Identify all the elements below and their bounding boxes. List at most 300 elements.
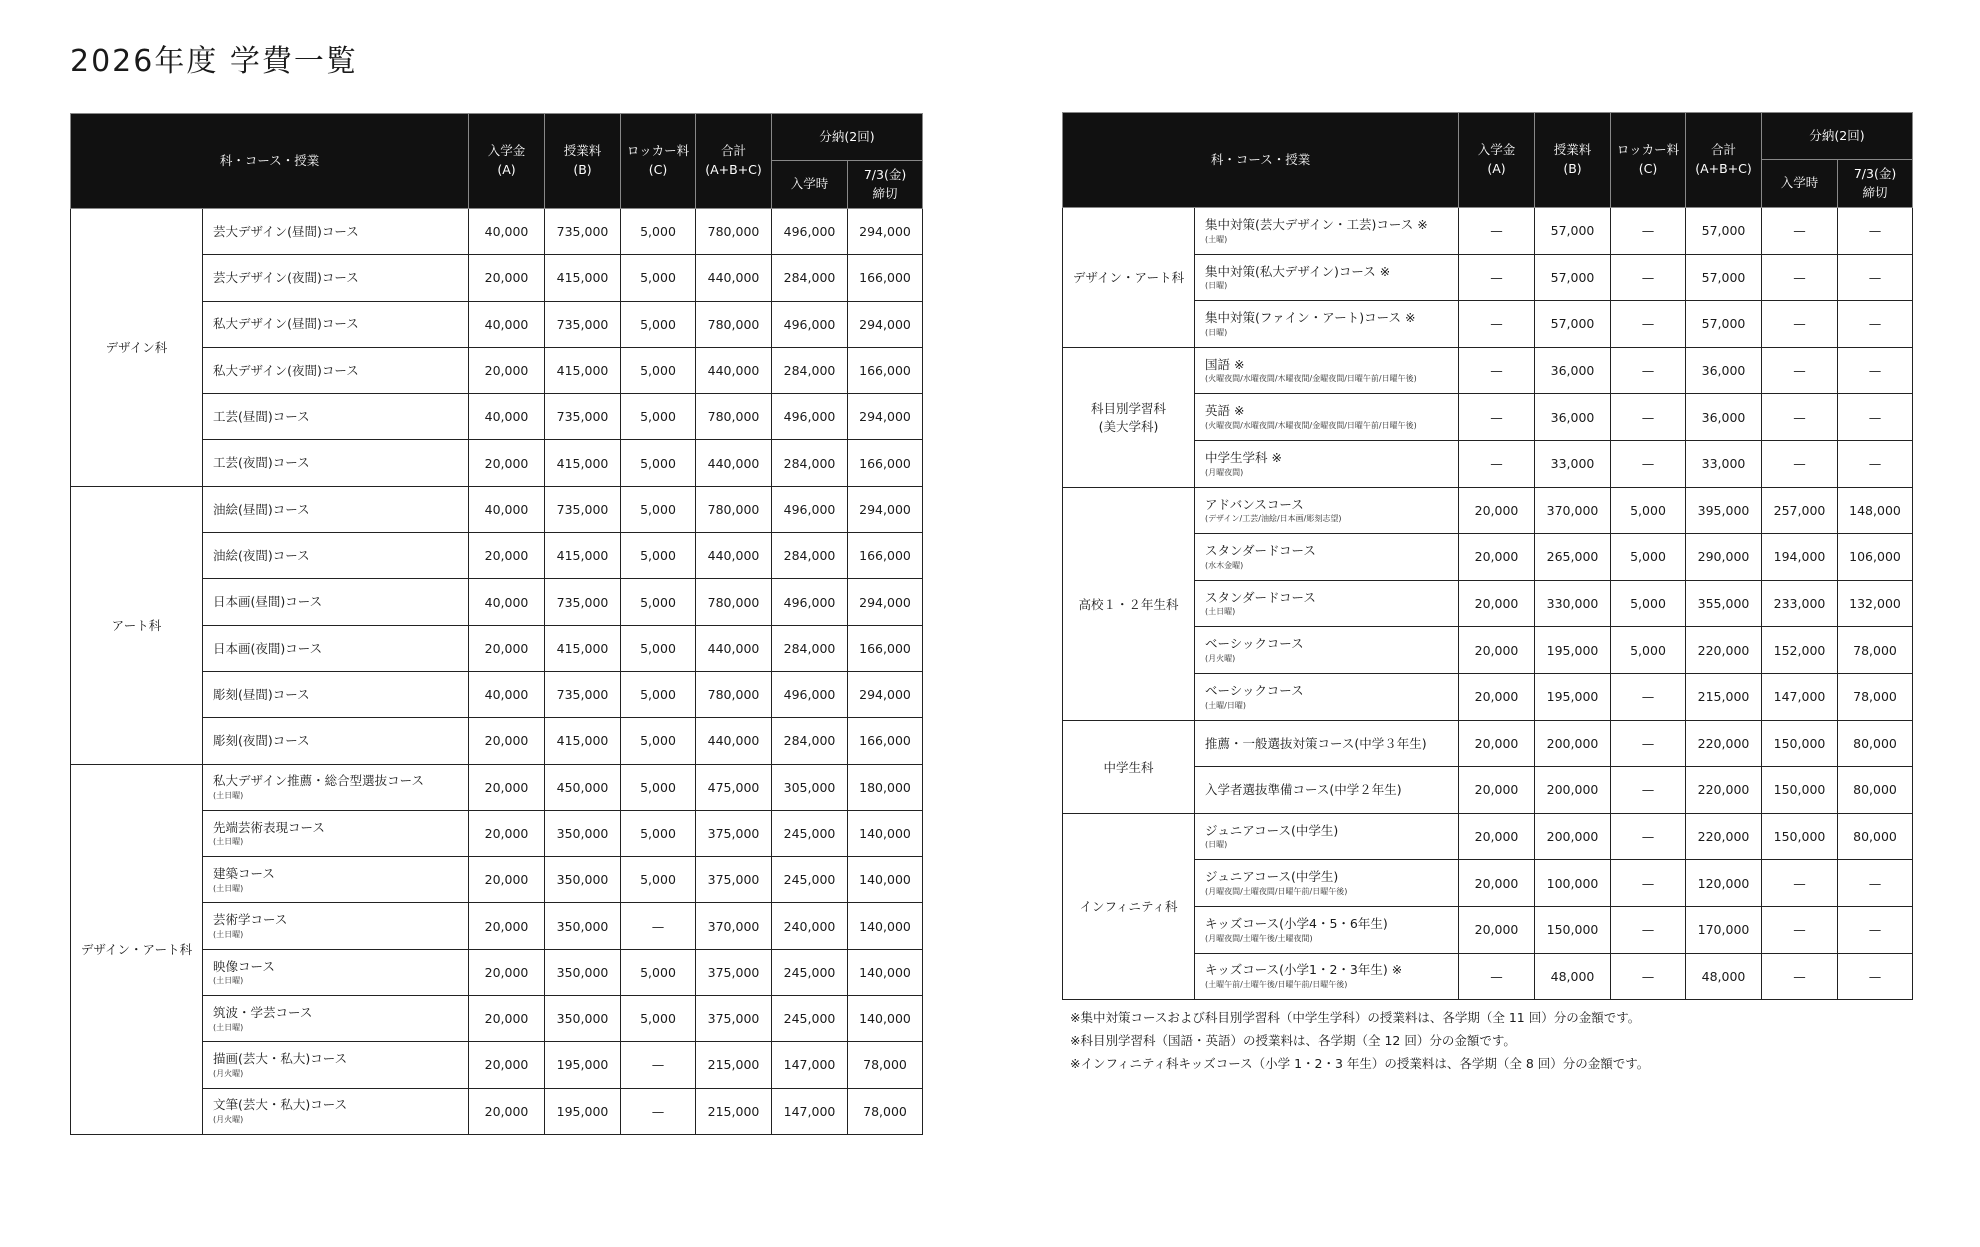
installment-entry-cell: — [1762, 860, 1838, 907]
table-row [71, 209, 923, 255]
locker-fee-cell: — [621, 1088, 696, 1134]
locker-fee-cell: — [1611, 860, 1686, 907]
installment-entry-cell: — [1762, 953, 1838, 1000]
installment-entry-cell: 152,000 [1762, 627, 1838, 674]
total-cell: 290,000 [1686, 534, 1762, 581]
entry-fee-cell: 20,000 [1459, 860, 1535, 907]
entry-fee-cell: — [1459, 347, 1535, 394]
locker-fee-cell: 5,000 [621, 486, 696, 532]
course-cell [1195, 208, 1459, 255]
total-cell: 220,000 [1686, 627, 1762, 674]
entry-fee-cell: 20,000 [1459, 906, 1535, 953]
group-name: デザイン・アート科 [80, 942, 193, 958]
tuition-cell: 57,000 [1535, 301, 1611, 348]
installment-entry-cell: 496,000 [772, 671, 848, 717]
group-label [1063, 347, 1195, 487]
tuition-cell: 195,000 [1535, 673, 1611, 720]
entry-fee-cell: 20,000 [1459, 580, 1535, 627]
installment-second-cell: 166,000 [848, 255, 923, 301]
header-inst-entry: 入学時 [772, 161, 848, 209]
total-cell: 215,000 [1686, 673, 1762, 720]
course-cell [203, 579, 469, 625]
installment-second-cell: 80,000 [1838, 720, 1913, 767]
course-schedule-note: (土日曜) [213, 883, 244, 893]
entry-fee-cell: 20,000 [469, 810, 545, 856]
total-cell: 33,000 [1686, 440, 1762, 487]
course-cell [203, 1088, 469, 1134]
course-name: 芸大デザイン(夜間)コース [213, 270, 359, 286]
tuition-cell: 415,000 [545, 347, 621, 393]
installment-second-cell: 78,000 [1838, 627, 1913, 674]
course-name: 彫刻(昼間)コース [213, 686, 310, 702]
course-cell [1195, 860, 1459, 907]
locker-fee-cell: — [1611, 953, 1686, 1000]
installment-second-cell: — [1838, 394, 1913, 441]
locker-fee-cell: — [1611, 301, 1686, 348]
installment-second-cell: 140,000 [848, 810, 923, 856]
installment-second-cell: 294,000 [848, 209, 923, 255]
total-cell: 395,000 [1686, 487, 1762, 534]
total-cell: 780,000 [696, 209, 772, 255]
installment-entry-cell: — [1762, 906, 1838, 953]
tuition-cell: 735,000 [545, 301, 621, 347]
installment-entry-cell: 245,000 [772, 810, 848, 856]
fee-table-right [1062, 112, 1913, 1000]
installment-entry-cell: 245,000 [772, 996, 848, 1042]
course-cell [203, 347, 469, 393]
entry-fee-cell: 20,000 [1459, 720, 1535, 767]
header-entry-fee-sub: (A) [497, 162, 516, 177]
installment-second-cell: 140,000 [848, 857, 923, 903]
locker-fee-cell: 5,000 [621, 533, 696, 579]
course-schedule-note: (土曜) [1205, 234, 1228, 244]
tuition-cell: 195,000 [545, 1042, 621, 1088]
entry-fee-cell: 20,000 [1459, 487, 1535, 534]
total-cell: 220,000 [1686, 720, 1762, 767]
entry-fee-cell: 20,000 [1459, 534, 1535, 581]
installment-entry-cell: 496,000 [772, 209, 848, 255]
total-cell: 215,000 [696, 1042, 772, 1088]
course-schedule-note: (月火曜) [1205, 653, 1236, 663]
table-row [1063, 720, 1913, 767]
installment-second-cell: 106,000 [1838, 534, 1913, 581]
header-inst-second-label: 7/3(金) [1853, 165, 1897, 181]
entry-fee-cell: 20,000 [1459, 673, 1535, 720]
locker-fee-cell: 5,000 [621, 394, 696, 440]
total-cell: 475,000 [696, 764, 772, 810]
entry-fee-cell: 40,000 [469, 579, 545, 625]
installment-entry-cell: 305,000 [772, 764, 848, 810]
total-cell: 780,000 [696, 394, 772, 440]
group-name: アート科 [111, 618, 162, 634]
entry-fee-cell: — [1459, 440, 1535, 487]
course-schedule-note: (月火曜) [213, 1068, 244, 1078]
locker-fee-cell: — [1611, 440, 1686, 487]
course-schedule-note: (土日曜) [213, 837, 244, 847]
tuition-cell: 735,000 [545, 579, 621, 625]
locker-fee-cell: — [1611, 673, 1686, 720]
tuition-cell: 350,000 [545, 810, 621, 856]
tuition-cell: 57,000 [1535, 208, 1611, 255]
total-cell: 440,000 [696, 718, 772, 764]
header-total-label: 合計 [721, 143, 747, 159]
course-cell [203, 1042, 469, 1088]
total-cell: 440,000 [696, 255, 772, 301]
course-cell [1195, 813, 1459, 860]
installment-second-cell: 294,000 [848, 579, 923, 625]
installment-second-cell: 294,000 [848, 301, 923, 347]
course-cell [203, 857, 469, 903]
course-cell [203, 625, 469, 671]
course-cell [203, 209, 469, 255]
course-schedule-note: (日曜) [1205, 281, 1228, 291]
course-schedule-note: (水木金曜) [1205, 560, 1244, 570]
course-name: 映像コース [213, 958, 275, 974]
total-cell: 220,000 [1686, 813, 1762, 860]
locker-fee-cell: — [1611, 208, 1686, 255]
table-row [1063, 208, 1913, 255]
installment-entry-cell: — [1762, 440, 1838, 487]
total-cell: 370,000 [696, 903, 772, 949]
entry-fee-cell: 20,000 [469, 1042, 545, 1088]
entry-fee-cell: 40,000 [469, 394, 545, 440]
course-schedule-note: (日曜) [1205, 840, 1228, 850]
installment-entry-cell: 147,000 [772, 1088, 848, 1134]
course-schedule-note: (土日曜) [213, 929, 244, 939]
locker-fee-cell: 5,000 [621, 949, 696, 995]
locker-fee-cell: 5,000 [621, 301, 696, 347]
total-cell: 57,000 [1686, 301, 1762, 348]
installment-entry-cell: 284,000 [772, 718, 848, 764]
installment-entry-cell: 147,000 [772, 1042, 848, 1088]
course-cell [203, 810, 469, 856]
installment-second-cell: — [1838, 860, 1913, 907]
locker-fee-cell: 5,000 [1611, 627, 1686, 674]
course-name: アドバンスコース [1205, 496, 1304, 512]
group-name: 科目別学習科 [1090, 401, 1166, 417]
total-cell: 215,000 [696, 1088, 772, 1134]
tuition-cell: 100,000 [1535, 860, 1611, 907]
installment-second-cell: — [1838, 254, 1913, 301]
header-installment: 分納(2回) [1762, 113, 1913, 160]
installment-entry-cell: 150,000 [1762, 813, 1838, 860]
installment-second-cell: — [1838, 208, 1913, 255]
course-name: 日本画(夜間)コース [213, 640, 323, 656]
table-row [1063, 347, 1913, 394]
group-label [1063, 487, 1195, 720]
installment-entry-cell: — [1762, 254, 1838, 301]
tuition-cell: 350,000 [545, 857, 621, 903]
course-name: 油絵(夜間)コース [213, 547, 310, 563]
footnote: ※科目別学習科（国語・英語）の授業料は、各学期（全 12 回）分の金額です。 [1070, 1033, 1516, 1048]
header-total-label: 合計 [1711, 142, 1737, 158]
entry-fee-cell: — [1459, 953, 1535, 1000]
course-cell [1195, 720, 1459, 767]
group-label [71, 764, 203, 1134]
header-inst-second [1838, 160, 1913, 208]
installment-entry-cell: 284,000 [772, 347, 848, 393]
total-cell: 375,000 [696, 810, 772, 856]
locker-fee-cell: 5,000 [621, 579, 696, 625]
header-inst-second [848, 161, 923, 209]
installment-entry-cell: — [1762, 394, 1838, 441]
course-cell [203, 301, 469, 347]
entry-fee-cell: 40,000 [469, 209, 545, 255]
tuition-cell: 350,000 [545, 903, 621, 949]
installment-second-cell: 294,000 [848, 394, 923, 440]
locker-fee-cell: 5,000 [1611, 487, 1686, 534]
entry-fee-cell: 20,000 [469, 903, 545, 949]
installment-second-cell: 180,000 [848, 764, 923, 810]
course-cell [1195, 673, 1459, 720]
course-name: 私大デザイン(昼間)コース [213, 316, 359, 332]
course-name: ベーシックコース [1205, 682, 1304, 698]
group-label [71, 486, 203, 764]
installment-second-cell: 132,000 [1838, 580, 1913, 627]
installment-second-cell: — [1838, 906, 1913, 953]
total-cell: 440,000 [696, 440, 772, 486]
course-name: 描画(芸大・私大)コース [213, 1051, 348, 1067]
installment-second-cell: 78,000 [1838, 673, 1913, 720]
installment-second-cell: 140,000 [848, 903, 923, 949]
installment-second-cell: 166,000 [848, 440, 923, 486]
header-total [1686, 113, 1762, 208]
fee-table-left-body [71, 209, 923, 1135]
entry-fee-cell: 20,000 [469, 857, 545, 903]
installment-second-cell: 80,000 [1838, 813, 1913, 860]
installment-entry-cell: 150,000 [1762, 767, 1838, 814]
installment-entry-cell: 233,000 [1762, 580, 1838, 627]
total-cell: 780,000 [696, 579, 772, 625]
entry-fee-cell: 20,000 [1459, 627, 1535, 674]
tuition-cell: 330,000 [1535, 580, 1611, 627]
total-cell: 355,000 [1686, 580, 1762, 627]
locker-fee-cell: — [1611, 347, 1686, 394]
entry-fee-cell: — [1459, 208, 1535, 255]
header-entry-fee [1459, 113, 1535, 208]
course-cell [1195, 440, 1459, 487]
tuition-cell: 200,000 [1535, 767, 1611, 814]
installment-entry-cell: 194,000 [1762, 534, 1838, 581]
tuition-cell: 735,000 [545, 394, 621, 440]
header-tuition-sub: (B) [1563, 161, 1582, 176]
entry-fee-cell: 20,000 [469, 625, 545, 671]
tuition-cell: 415,000 [545, 718, 621, 764]
installment-second-cell: 166,000 [848, 347, 923, 393]
course-name: 建築コース [213, 865, 275, 881]
tuition-cell: 415,000 [545, 533, 621, 579]
group-name-sub: (美大学科) [1098, 419, 1159, 435]
locker-fee-cell: — [1611, 720, 1686, 767]
installment-second-cell: — [1838, 953, 1913, 1000]
installment-entry-cell: 284,000 [772, 255, 848, 301]
total-cell: 780,000 [696, 486, 772, 532]
header-total [696, 114, 772, 209]
entry-fee-cell: 20,000 [469, 440, 545, 486]
course-schedule-note: (土日曜) [1205, 607, 1236, 617]
installment-entry-cell: 257,000 [1762, 487, 1838, 534]
course-name: 先端芸術表現コース [213, 819, 325, 835]
tuition-cell: 265,000 [1535, 534, 1611, 581]
installment-second-cell: 294,000 [848, 486, 923, 532]
entry-fee-cell: 20,000 [1459, 767, 1535, 814]
entry-fee-cell: 20,000 [469, 255, 545, 301]
header-tuition-label: 授業料 [563, 143, 602, 159]
course-cell [1195, 767, 1459, 814]
entry-fee-cell: 40,000 [469, 301, 545, 347]
group-label [1063, 208, 1195, 348]
course-name: スタンダードコース [1205, 589, 1316, 605]
entry-fee-cell: 20,000 [469, 533, 545, 579]
course-schedule-note: (月火曜) [213, 1115, 244, 1125]
course-name: 筑波・学芸コース [213, 1004, 313, 1020]
total-cell: 120,000 [1686, 860, 1762, 907]
locker-fee-cell: 5,000 [621, 718, 696, 764]
course-name: ジュニアコース(中学生) [1205, 822, 1339, 838]
course-cell [203, 718, 469, 764]
header-inst-second-sub: 締切 [872, 185, 898, 201]
tuition-cell: 33,000 [1535, 440, 1611, 487]
course-schedule-note: (日曜) [1205, 327, 1228, 337]
course-cell [203, 394, 469, 440]
course-cell [1195, 953, 1459, 1000]
tuition-cell: 415,000 [545, 255, 621, 301]
tuition-cell: 450,000 [545, 764, 621, 810]
entry-fee-cell: 40,000 [469, 486, 545, 532]
installment-second-cell: — [1838, 301, 1913, 348]
course-schedule-note: (土日曜) [213, 791, 244, 801]
locker-fee-cell: — [1611, 813, 1686, 860]
course-cell [203, 996, 469, 1042]
header-tuition [545, 114, 621, 209]
locker-fee-cell: — [621, 903, 696, 949]
installment-second-cell: 78,000 [848, 1042, 923, 1088]
tuition-cell: 370,000 [1535, 487, 1611, 534]
course-cell [1195, 906, 1459, 953]
tuition-cell: 36,000 [1535, 394, 1611, 441]
course-name: 推薦・一般選抜対策コース(中学３年生) [1205, 735, 1427, 751]
header-entry-fee-sub: (A) [1487, 161, 1506, 176]
course-name: ジュニアコース(中学生) [1205, 869, 1339, 885]
entry-fee-cell: 40,000 [469, 671, 545, 717]
locker-fee-cell: 5,000 [621, 209, 696, 255]
header-inst-entry: 入学時 [1762, 160, 1838, 208]
total-cell: 375,000 [696, 996, 772, 1042]
total-cell: 170,000 [1686, 906, 1762, 953]
course-cell [1195, 627, 1459, 674]
course-schedule-note: (月曜夜間/土曜夜間/日曜午前/日曜午後) [1205, 886, 1348, 896]
course-name: 私大デザイン推薦・総合型選抜コース [213, 773, 425, 789]
installment-second-cell: — [1838, 440, 1913, 487]
installment-entry-cell: — [1762, 301, 1838, 348]
total-cell: 375,000 [696, 857, 772, 903]
installment-second-cell: 294,000 [848, 671, 923, 717]
header-entry-fee-label: 入学金 [487, 143, 526, 159]
locker-fee-cell: 5,000 [621, 671, 696, 717]
locker-fee-cell: 5,000 [621, 255, 696, 301]
installment-second-cell: 140,000 [848, 996, 923, 1042]
entry-fee-cell: 20,000 [469, 996, 545, 1042]
footnote: ※集中対策コースおよび科目別学習科（中学生学科）の授業料は、各学期（全 11 回）分の金額です。 [1070, 1010, 1641, 1025]
entry-fee-cell: — [1459, 254, 1535, 301]
locker-fee-cell: — [621, 1042, 696, 1088]
group-label [1063, 720, 1195, 813]
total-cell: 375,000 [696, 949, 772, 995]
header-course: 科・コース・授業 [71, 114, 469, 209]
locker-fee-cell: — [1611, 906, 1686, 953]
total-cell: 48,000 [1686, 953, 1762, 1000]
locker-fee-cell: — [1611, 394, 1686, 441]
total-cell: 220,000 [1686, 767, 1762, 814]
locker-fee-cell: — [1611, 254, 1686, 301]
course-name: 英語 ※ [1205, 403, 1245, 419]
course-name: 日本画(昼間)コース [213, 594, 323, 610]
fee-table-left [70, 113, 923, 1135]
course-name: 集中対策(芸大デザイン・工芸)コース ※ [1205, 216, 1428, 232]
course-schedule-note: (デザイン/工芸/油絵/日本画/彫刻志望) [1205, 514, 1342, 524]
course-name: 中学生学科 ※ [1205, 449, 1282, 465]
tuition-cell: 36,000 [1535, 347, 1611, 394]
total-cell: 57,000 [1686, 208, 1762, 255]
entry-fee-cell: 20,000 [469, 949, 545, 995]
total-cell: 440,000 [696, 347, 772, 393]
group-name: 中学生科 [1103, 759, 1154, 775]
course-cell [1195, 534, 1459, 581]
installment-second-cell: 166,000 [848, 718, 923, 764]
fee-table-right-body [1063, 208, 1913, 1000]
total-cell: 440,000 [696, 625, 772, 671]
course-name: 集中対策(ファイン・アート)コース ※ [1205, 310, 1416, 326]
course-cell [203, 949, 469, 995]
installment-entry-cell: 240,000 [772, 903, 848, 949]
tuition-cell: 195,000 [545, 1088, 621, 1134]
header-course: 科・コース・授業 [1063, 113, 1459, 208]
installment-entry-cell: 284,000 [772, 440, 848, 486]
total-cell: 57,000 [1686, 254, 1762, 301]
header-tuition [1535, 113, 1611, 208]
entry-fee-cell: — [1459, 301, 1535, 348]
group-label [71, 209, 203, 487]
tuition-cell: 415,000 [545, 625, 621, 671]
footnotes [1070, 1006, 1649, 1075]
entry-fee-cell: 20,000 [469, 1088, 545, 1134]
course-name: ベーシックコース [1205, 636, 1304, 652]
header-inst-second-label: 7/3(金) [863, 166, 907, 182]
tuition-cell: 735,000 [545, 671, 621, 717]
course-name: 国語 ※ [1205, 356, 1245, 372]
course-cell [203, 671, 469, 717]
header-locker-sub: (C) [1638, 161, 1658, 176]
course-name: 工芸(夜間)コース [213, 455, 310, 471]
group-name: インフィニティ科 [1079, 899, 1178, 915]
table-row [1063, 487, 1913, 534]
header-tuition-label: 授業料 [1553, 142, 1592, 158]
installment-entry-cell: 147,000 [1762, 673, 1838, 720]
header-locker-label: ロッカー料 [1616, 142, 1680, 158]
tuition-cell: 350,000 [545, 949, 621, 995]
page-title: 2026年度 学費一覧 [70, 44, 358, 79]
course-name: 工芸(昼間)コース [213, 409, 310, 425]
header-locker [621, 114, 696, 209]
group-name: デザイン・アート科 [1072, 270, 1185, 286]
locker-fee-cell: 5,000 [621, 810, 696, 856]
installment-entry-cell: 496,000 [772, 301, 848, 347]
locker-fee-cell: 5,000 [1611, 580, 1686, 627]
entry-fee-cell: 20,000 [469, 764, 545, 810]
installment-entry-cell: 284,000 [772, 625, 848, 671]
total-cell: 36,000 [1686, 347, 1762, 394]
course-cell [1195, 254, 1459, 301]
